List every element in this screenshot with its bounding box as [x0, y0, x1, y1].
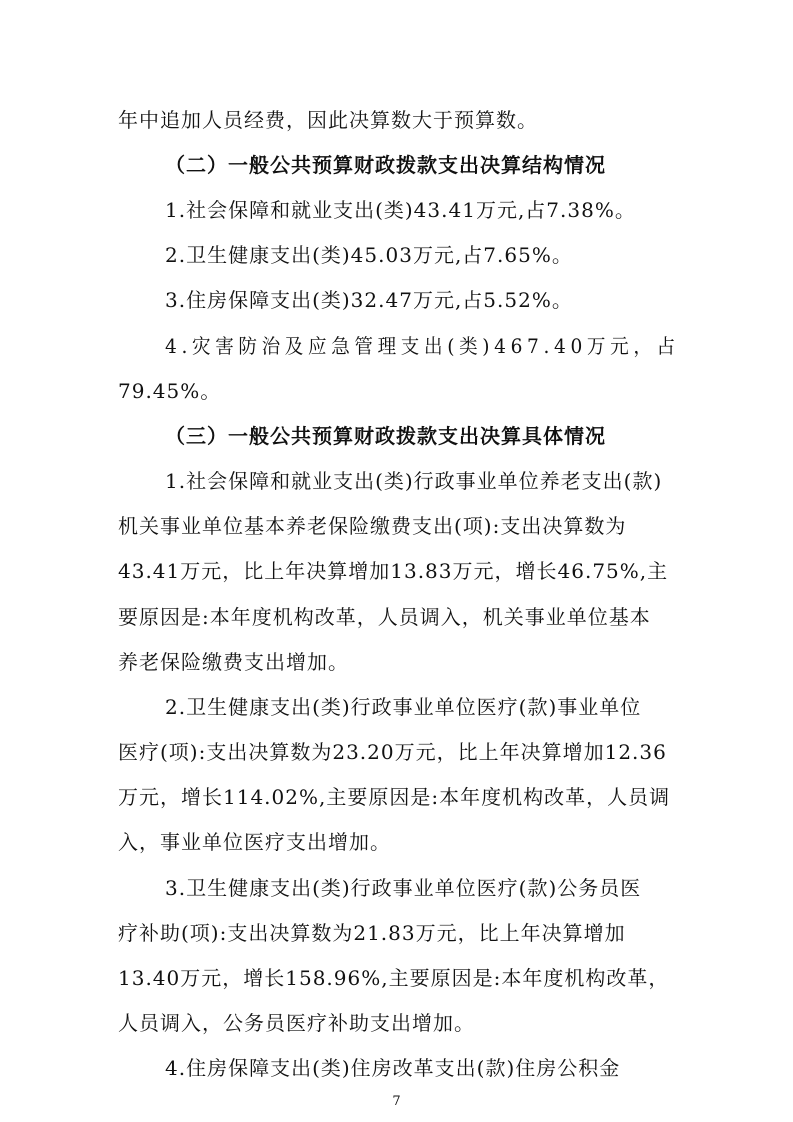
text-line-18: 3.卫生健康支出(类)行政事业单位医疗(款)公务员医: [165, 876, 642, 900]
text-line-5: 3.住房保障支出(类)32.47万元,占5.52%。: [165, 288, 573, 312]
text-line-12: 要原因是:本年度机构改革，人员调入，机关事业单位基本: [118, 605, 651, 629]
text-line-21: 人员调入，公务员医疗补助支出增加。: [118, 1011, 475, 1035]
text-line-22: 4.住房保障支出(类)住房改革支出(款)住房公积金: [165, 1056, 621, 1080]
section-heading-2: （二）一般公共预算财政拨款支出决算结构情况: [165, 153, 606, 177]
section-heading-3: （三）一般公共预算财政拨款支出决算具体情况: [165, 424, 606, 448]
text-line-11: 43.41万元，比上年决算增加13.83万元，增长46.75%,主: [118, 559, 669, 583]
text-line-20: 13.40万元，增长158.96%,主要原因是:本年度机构改革，: [118, 966, 670, 990]
text-line-1: 年中追加人员经费，因此决算数大于预算数。: [118, 108, 538, 132]
text-line-4: 2.卫生健康支出(类)45.03万元,占7.65%。: [165, 243, 573, 267]
text-line-9: 1.社会保障和就业支出(类)行政事业单位养老支出(款): [165, 469, 663, 493]
text-line-3: 1.社会保障和就业支出(类)43.41万元,占7.38%。: [165, 198, 636, 222]
text-line-15: 医疗(项):支出决算数为23.20万元，比上年决算增加12.36: [118, 740, 667, 764]
text-line-13: 养老保险缴费支出增加。: [118, 650, 349, 674]
text-line-19: 疗补助(项):支出决算数为21.83万元，比上年决算增加: [118, 921, 626, 945]
text-line-14: 2.卫生健康支出(类)行政事业单位医疗(款)事业单位: [165, 695, 642, 719]
text-line-7: 79.45%。: [118, 379, 222, 403]
page-number: 7: [392, 1094, 401, 1109]
text-line-6: 4.灾害防治及应急管理支出(类)467.40万元，占: [165, 334, 680, 358]
text-line-17: 入，事业单位医疗支出增加。: [118, 830, 391, 854]
text-line-10: 机关事业单位基本养老保险缴费支出(项):支出决算数为: [118, 514, 627, 538]
text-line-16: 万元，增长114.02%,主要原因是:本年度机构改革，人员调: [118, 785, 671, 809]
